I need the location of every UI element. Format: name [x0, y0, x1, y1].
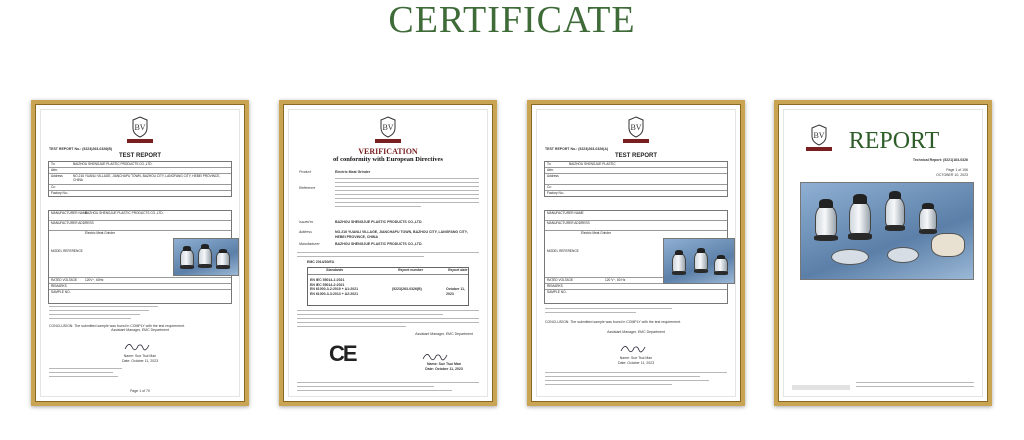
report-date-cell: October 11, 2023 — [446, 287, 466, 296]
conclusion-text: CONCLUSION: The submitted sample was found in COMPLY with the test requirement. — [49, 324, 185, 328]
report-date: OCTOBER 10, 2023 — [936, 173, 968, 177]
certificate-document — [288, 109, 488, 397]
signature-icon — [619, 342, 647, 354]
svg-text:BV: BV — [382, 123, 394, 132]
declaration-lines — [297, 310, 479, 330]
signature-date: Date: October 11, 2023 — [617, 361, 655, 365]
issued-value: BAZHOU SHENGJUE PLASTIC PRODUCTS CO.,LTD. — [335, 220, 423, 224]
certificate-document — [40, 109, 240, 397]
bureau-veritas-bar — [127, 139, 153, 143]
page-number: Page 1 of 106 — [946, 168, 968, 172]
certificate-document — [536, 109, 736, 397]
verification-subtitle: of conformity with European Directives — [333, 156, 443, 163]
header-fields-table: To: BAIZHOU SHENGJUE PLASTIC PRODUCTS CO.,LTD. Attn: Address NO.216 YUANLI VILLAGE, JIANCHAPU TOWN, BAZHOU CITY, LANGFANG CITY, HEBEI PROVINCE, CHINA Cc: Factory No.: — [48, 161, 232, 197]
issued-label: Issued to — [299, 220, 314, 224]
reference-lines — [335, 178, 479, 210]
footer-lines — [49, 368, 231, 380]
product-photo — [173, 238, 239, 276]
col-standards-header: Standards — [326, 268, 344, 272]
svg-text:BV: BV — [813, 131, 825, 140]
manufacturer-label: Manufacturer — [299, 242, 320, 246]
standards-list: EN IEC 55014-1:2021 EN IEC 55014-2:2021 EN 61000-3-2:2019 + A1:2021 EN 61000-3-3:2013 + A2:2021 — [310, 278, 359, 296]
address-value: NO.216 YUANLI VILLAGE, JIANCHAPU TOWN, BAZHOU CITY, LANGFANG CITY, HEBEI PROVINCE, CHINA — [335, 230, 468, 239]
signature-icon — [123, 340, 151, 352]
certificate-frame-test-report-b[interactable] — [31, 100, 249, 406]
signer-title: Assistant Manager, EMC Department — [415, 332, 473, 336]
header-fields-table: To: BAIZHOU SHENGJUE PLASTIC Attn: Address Cc: Factory No.: — [544, 161, 728, 197]
product-info-table: MANUFACTURER NAME MANUFACTURER ADDRESS MODEL REFERENCE Electric Meat Grinder RATED VOLTAGE 120 V~, 60 Hz REMARKS SAMPLE NO. — [544, 210, 728, 304]
rated-voltage-value: 120 V~, 60 Hz — [605, 278, 626, 282]
signer-name: Name: Sue Tsui Man — [427, 362, 461, 366]
svg-text:BV: BV — [134, 123, 146, 132]
footer-lines — [545, 372, 727, 388]
bureau-veritas-logo-icon — [131, 116, 149, 138]
certificate-document — [783, 109, 983, 397]
page-number: Page 1 of 70 — [130, 388, 150, 393]
standards-lines — [545, 308, 727, 316]
report-number-cell: (5223)263-0326(B) — [392, 287, 422, 291]
product-value: Electric Meat Grinder — [581, 231, 611, 235]
standards-table — [307, 267, 469, 306]
manufacturer-value: BAZHOU SHENGJUE PLASTIC PRODUCTS CO.,LTD. — [335, 242, 423, 246]
document-title: TEST REPORT — [118, 153, 161, 159]
bureau-veritas-logo-icon — [379, 116, 397, 138]
product-label: Product — [299, 170, 312, 174]
certificate-frame-verification[interactable] — [279, 100, 497, 406]
bureau-veritas-bar — [375, 139, 401, 143]
signer-name: Name: Sue Tsui Man — [619, 356, 653, 360]
footer-lines — [856, 382, 974, 390]
report-number: TEST REPORT No.: (5223)263-0326(A) — [545, 147, 609, 151]
signature-icon — [421, 350, 449, 362]
signature-date: Date: October 11, 2023 — [425, 367, 463, 371]
signer-title: Assistant Manager, EMC Department — [111, 328, 169, 332]
technical-report-number: Technical Report: (5221)163-0326 — [912, 158, 968, 162]
document-title: TEST REPORT — [614, 153, 657, 159]
signature-date: Date: October 11, 2023 — [121, 359, 159, 363]
report-title: REPORT — [848, 128, 940, 154]
report-number: TEST REPORT No.: (5223)263-0326(B) — [49, 147, 113, 151]
statement-lines — [297, 252, 479, 260]
certificate-frame-test-report-a[interactable] — [527, 100, 745, 406]
footer-block — [792, 385, 850, 390]
page-heading: CERTIFICATE — [388, 0, 636, 41]
product-photo — [663, 238, 735, 284]
signer-title: Assistant Manager, EMC Department — [607, 330, 665, 334]
svg-text:BV: BV — [630, 123, 642, 132]
reference-label: Reference — [299, 186, 316, 190]
verification-title: VERIFICATION — [358, 147, 418, 156]
bureau-veritas-logo-icon — [627, 116, 645, 138]
standards-lines — [49, 306, 231, 322]
col-date-header: Report date — [448, 268, 468, 272]
signer-name: Name: Sue Tsui Man — [123, 354, 157, 358]
product-photo — [800, 182, 974, 280]
certificate-frame-technical-report[interactable] — [774, 100, 992, 406]
col-report-header: Report number — [398, 268, 424, 272]
address-label: Address — [299, 230, 312, 234]
conclusion-text: CONCLUSION: The submitted sample was found in COMPLY with the test requirement. — [545, 320, 681, 324]
bureau-veritas-bar — [623, 139, 649, 143]
product-info-table: MANUFACTURER NAME BAZHOU SHENGJUE PLASTIC PRODUCTS CO.,LTD. MANUFACTURER ADDRESS MODEL REFERENCE Electric Meat Grinder RATED VOLTAGE 120V~, 60Hz REMARKS SAMPLE NO. — [48, 210, 232, 304]
product-value: Electric Meat Grinder — [335, 170, 371, 174]
directive-label: EMC 2014/30/EU — [307, 260, 335, 264]
footer-lines — [297, 382, 479, 394]
ce-mark-icon: CE — [329, 341, 356, 366]
